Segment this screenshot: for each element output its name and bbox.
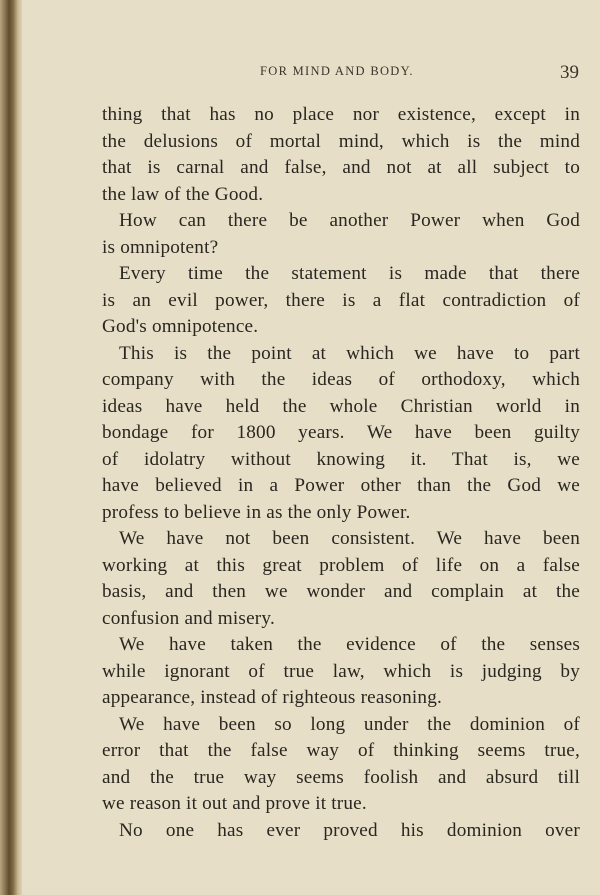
text-line: We have taken the evidence of the senses [119,634,580,655]
text-line: the delusions of mortal mind, which is the mind [102,130,580,152]
text-line: company with the ideas of orthodoxy, which [102,369,580,390]
text-line: of idolatry without knowing it. That is, we [102,448,580,470]
text-line: basis, and then we wonder and complain at the [102,581,580,602]
text-line: We have not been consistent. We have been [119,528,580,549]
text-line: thing that has no place nor existence, except in [102,104,580,125]
text-line: is omnipotent? [102,236,219,258]
text-line: confusion and misery. [102,607,275,629]
text-line: We have been so long under the dominion of [119,713,580,735]
text-line: that is carnal and false, and not at all subject to [102,157,580,178]
body-text [102,102,580,844]
text-line: No one has ever proved his dominion over [119,819,580,841]
running-title: FOR MIND AND BODY. [260,64,414,78]
text-line: God's omnipotence. [102,316,259,337]
text-line: and the true way seems foolish and absurd till [102,766,580,788]
text-line: is an evil power, there is a flat contradiction of [102,289,580,311]
text-line: appearance, instead of righteous reasoning. [102,687,442,708]
text-line: we reason it out and prove it true. [102,793,367,814]
text-line: Every time the statement is made that there [119,263,580,284]
page-header [0,64,600,84]
text-line: working at this great problem of life on a false [102,554,580,576]
text-line: have believed in a Power other than the God we [102,475,580,496]
text-line: bondage for 1800 years. We have been guilty [102,422,580,443]
text-line: profess to believe in as the only Power. [102,501,411,523]
text-line: the law of the Good. [102,183,264,205]
text-line: How can there be another Power when God [119,210,580,231]
text-line: error that the false way of thinking seems true, [102,740,580,761]
text-line: while ignorant of true law, which is judging by [102,660,580,682]
book-spine-edge [0,0,22,895]
text-line: ideas have held the whole Christian world in [102,395,580,417]
text-line: This is the point at which we have to part [119,342,580,364]
page-number: 39 [560,62,579,83]
